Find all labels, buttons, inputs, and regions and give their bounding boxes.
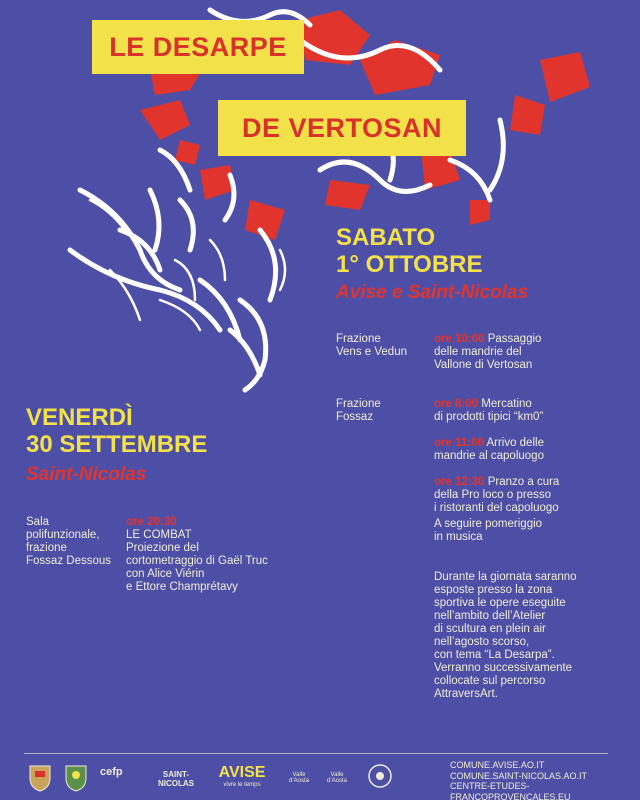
saturday-event-2: ore 8:00 Mercatino di prodotti tipici “km0” <box>434 398 544 423</box>
saturday-place: Avise e Saint-Nicolas <box>336 282 529 303</box>
friday-place: Saint-Nicolas <box>26 464 147 485</box>
friday-date: 30 SETTEMBRE <box>26 431 208 458</box>
saint-nicolas-logo: SAINT-NICOLAS <box>158 770 194 788</box>
event-time: ore 11:00 <box>434 437 484 449</box>
saturday-location-1: Frazione Vens e Vedun <box>336 333 407 358</box>
footer-divider <box>24 753 608 754</box>
saturday-location-2: Frazione Fossaz <box>336 398 381 423</box>
flower-logo-icon <box>366 762 394 790</box>
saturday-title <box>336 224 576 278</box>
title-banner-line2: DE VERTOSAN <box>218 100 466 156</box>
saturday-day: SABATO <box>336 224 436 251</box>
saturday-afternoon: A seguire pomeriggio in musica <box>434 518 543 543</box>
saturday-event-1: ore 10:00 Passaggio delle mandrie del Vallone di Vertosan <box>434 333 542 371</box>
link-saint-nicolas[interactable]: COMUNE.SAINT-NICOLAS.AO.IT <box>450 770 588 781</box>
footer-links <box>450 760 630 800</box>
link-avise[interactable]: COMUNE.AVISE.AO.IT <box>450 760 545 770</box>
sponsor-logos <box>26 760 426 794</box>
friday-event: ore 20:30 LE COMBAT Proiezione del cortometraggio di Gaël Truc con Alice Viérin e Ettore Champrétavy <box>126 516 268 593</box>
friday-title <box>26 404 286 458</box>
valle-daosta-logo-2: Valle d’Aosta <box>326 772 347 784</box>
valle-daosta-logo-1: Valle d’Aosta <box>288 772 309 784</box>
cefp-logo: cefp <box>100 766 123 778</box>
event-time: ore 8:00 <box>434 398 479 410</box>
title-banner-line1: LE DESARPE <box>92 20 304 74</box>
avise-coat-of-arms-icon <box>28 764 52 792</box>
saint-nicolas-coat-of-arms-icon <box>64 764 88 792</box>
saturday-date: 1° OTTOBRE <box>336 251 483 278</box>
friday-day: VENERDÌ <box>26 404 133 431</box>
link-centre-etudes[interactable]: CENTRE-ETUDES-FRANCOPROVENCALES.EU <box>450 781 571 800</box>
saturday-event-4: ore 12:30 Pranzo a cura della Pro loco o presso i ristoranti del capoluogo <box>434 476 560 514</box>
saturday-event-3: ore 11:00 Arrivo delle mandrie al capoluogo <box>434 437 544 462</box>
saturday-note: Durante la giornata saranno esposte presso la zona sportiva le opere eseguite nell’ambito dell’Atelier di scultura en plein air nell’agosto scorso, con tema “La Desarpa”. Verranno successivamente collocate sul percorso AttraversArt. <box>434 571 577 700</box>
friday-location: Sala polifunzionale, frazione Fossaz Dessous <box>26 516 112 567</box>
avise-logo: AVISE vivre le temps <box>218 764 266 788</box>
event-time: ore 10:00 <box>434 333 485 345</box>
event-time: ore 20:30 <box>126 516 177 528</box>
event-time: ore 12:30 <box>434 476 485 488</box>
